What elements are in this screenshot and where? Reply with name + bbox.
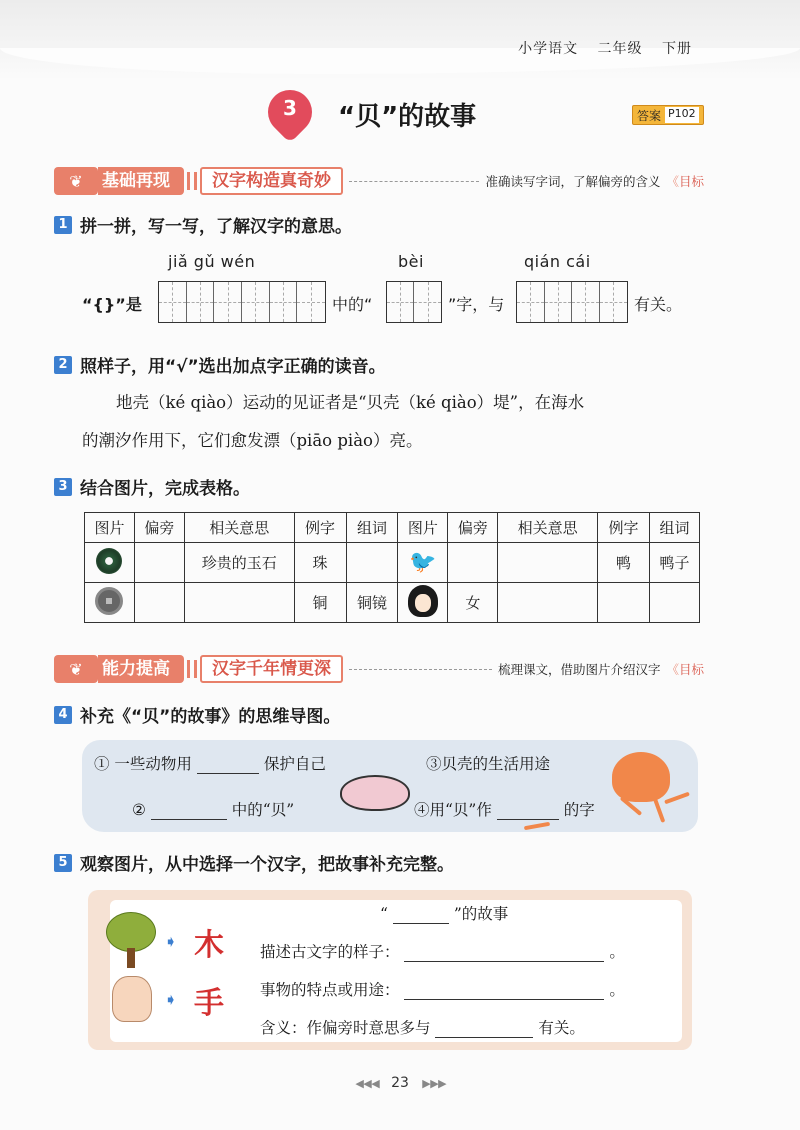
mindmap-item-3: ③贝壳的生活用途 xyxy=(426,755,551,773)
book-icon: ❦ xyxy=(54,655,98,683)
meaning-cell[interactable] xyxy=(184,583,294,623)
story-title-blank[interactable] xyxy=(393,923,449,924)
mindmap-blank-1[interactable] xyxy=(197,773,259,774)
question-number: 3 xyxy=(54,478,72,496)
meaning-cell: 珍贵的玉石 xyxy=(184,543,294,583)
meaning-cell[interactable] xyxy=(498,583,598,623)
subject-label: 小学语文 xyxy=(518,41,579,57)
volume-label: 下册 xyxy=(662,41,692,57)
section-label: 能力提高 xyxy=(98,655,184,683)
grade-label: 二年级 xyxy=(597,41,643,57)
lesson-number: 3 xyxy=(283,96,297,120)
story-line-1-label: 描述古文字的样子： xyxy=(260,943,400,961)
girl-image xyxy=(398,583,448,623)
story-blank-1[interactable] xyxy=(404,961,604,962)
arrow-right-icon: ➧ xyxy=(164,990,178,1009)
story-title-close: ”的故事 xyxy=(453,905,509,923)
section-bar-basic xyxy=(54,166,704,196)
dashed-divider xyxy=(349,181,479,182)
divider-icon xyxy=(187,660,197,678)
mindmap-item-2-text: ② xyxy=(132,801,146,819)
col-header: 图片 xyxy=(85,513,135,543)
goal-tag: 《 目标 xyxy=(666,172,704,190)
question-number: 1 xyxy=(54,216,72,234)
story-blank-3[interactable] xyxy=(435,1037,533,1038)
section-subtitle: 汉字千年情更深 xyxy=(200,655,343,683)
mindmap-item-4 xyxy=(414,798,595,820)
bird-icon: 🐦 xyxy=(409,550,437,575)
arrow-right-icon: ➧ xyxy=(164,932,178,951)
question-text: 补充《“贝”的故事》的思维导图。 xyxy=(80,707,341,727)
word-cell: 铜镜 xyxy=(346,583,398,623)
ancient-glyph-mu-icon: 木 xyxy=(194,928,224,963)
col-header: 图片 xyxy=(398,513,448,543)
q1-mid-text-1: 中的“ xyxy=(332,295,373,314)
book-info xyxy=(504,38,692,58)
radical-cell[interactable] xyxy=(448,543,498,583)
meaning-cell[interactable] xyxy=(498,543,598,583)
question-text: 照样子，用“√”选出加点字正确的读音。 xyxy=(80,357,386,377)
question-3 xyxy=(54,474,250,499)
shell-illustration-icon xyxy=(340,775,410,811)
next-arrows-icon: ▶ ▶ ▶ xyxy=(422,1077,445,1090)
section-label: 基础再现 xyxy=(98,167,184,195)
story-line-3-end: 有关。 xyxy=(538,1019,585,1037)
word-cell: 鸭子 xyxy=(649,543,699,583)
octopus-icon xyxy=(612,752,670,802)
story-period: 。 xyxy=(609,943,625,961)
q1-mid-text-2: ”字，与 xyxy=(448,295,505,314)
question-5 xyxy=(54,850,454,875)
mindmap-item-4-text-end: 的字 xyxy=(563,801,595,819)
pinyin-qiancai: qián cái xyxy=(524,252,591,271)
glyph-prefix: “{}”是 xyxy=(82,295,142,314)
q1-end-text: 有关。 xyxy=(634,295,683,314)
pinyin-bei: bèi xyxy=(398,252,424,271)
col-header: 例字 xyxy=(598,513,650,543)
example-cell[interactable] xyxy=(598,583,650,623)
example-cell: 铜 xyxy=(294,583,346,623)
mindmap-item-1-text: ① 一些动物用 xyxy=(94,755,192,773)
table-row xyxy=(85,583,700,623)
goal-tag: 《 目标 xyxy=(666,660,704,678)
story-period: 。 xyxy=(609,981,625,999)
col-header: 相关意思 xyxy=(184,513,294,543)
question-text: 拼一拼，写一写，了解汉字的意思。 xyxy=(80,217,352,237)
writing-grid-jiaguwen[interactable] xyxy=(158,281,326,323)
story-line-2 xyxy=(260,978,625,1000)
mindmap-item-4-text: ④用“贝”作 xyxy=(414,801,492,819)
mindmap-blank-2[interactable] xyxy=(151,819,227,820)
pinyin-jiaguwen: jiǎ gǔ wén xyxy=(168,252,256,271)
mindmap-blank-4[interactable] xyxy=(497,819,559,820)
story-line-1 xyxy=(260,940,625,962)
q2-line-1: 地壳（ké qiào）运动的见证者是“贝壳（ké qiào）堤”，在海水 xyxy=(116,393,585,412)
lesson-title: “贝”的故事 xyxy=(338,102,477,132)
answer-label: 答案 xyxy=(637,109,662,123)
question-2 xyxy=(54,352,386,377)
coin-icon xyxy=(95,587,123,615)
hand-icon xyxy=(112,976,152,1022)
mindmap-item-2 xyxy=(132,798,294,820)
q2-line-2: 的潮汐作用下，它们愈发漂（piāo piào）亮。 xyxy=(82,431,423,450)
girl-icon xyxy=(408,585,438,617)
section-bar-advanced xyxy=(54,654,704,684)
page-number: 23 xyxy=(391,1075,409,1091)
radical-cell[interactable] xyxy=(134,543,184,583)
jade-icon xyxy=(96,548,122,574)
answer-page: P102 xyxy=(665,107,699,123)
word-cell[interactable] xyxy=(649,583,699,623)
question-4 xyxy=(54,702,340,727)
mindmap-item-2-text-end: 中的“贝” xyxy=(231,801,295,819)
dashed-divider xyxy=(349,669,492,670)
prev-arrows-icon: ◀ ◀ ◀ xyxy=(355,1077,378,1090)
answer-tag[interactable] xyxy=(632,105,704,125)
table-header-row xyxy=(85,513,700,543)
coin-image xyxy=(85,583,135,623)
writing-grid-bei[interactable] xyxy=(386,281,442,323)
question-number: 4 xyxy=(54,706,72,724)
bird-image xyxy=(398,543,448,583)
col-header: 相关意思 xyxy=(498,513,598,543)
radical-cell[interactable] xyxy=(134,583,184,623)
col-header: 组词 xyxy=(649,513,699,543)
mindmap-item-1-text-end: 保护自己 xyxy=(263,755,326,773)
table-row xyxy=(85,543,700,583)
word-cell[interactable] xyxy=(346,543,398,583)
section-subtitle: 汉字构造真奇妙 xyxy=(200,167,343,195)
section-goal-text: 准确读写字词，了解偏旁的含义 xyxy=(485,174,661,189)
question-text: 结合图片，完成表格。 xyxy=(80,479,250,499)
radical-cell: 女 xyxy=(448,583,498,623)
col-header: 例字 xyxy=(294,513,346,543)
col-header: 组词 xyxy=(346,513,398,543)
story-title-open: “ xyxy=(380,905,388,923)
example-cell: 鸭 xyxy=(598,543,650,583)
story-line-2-label: 事物的特点或用途： xyxy=(260,981,400,999)
tree-icon xyxy=(106,912,156,968)
jade-image xyxy=(85,543,135,583)
question-text: 观察图片，从中选择一个汉字，把故事补充完整。 xyxy=(80,855,454,875)
page-footer xyxy=(0,1075,800,1091)
col-header: 偏旁 xyxy=(448,513,498,543)
radical-table xyxy=(84,512,700,623)
ancient-glyph-shou-icon: 手 xyxy=(194,986,224,1021)
story-line-3 xyxy=(260,1016,585,1038)
divider-icon xyxy=(187,172,197,190)
example-cell: 珠 xyxy=(294,543,346,583)
question-number: 5 xyxy=(54,854,72,872)
section-goal-text: 梳理课文，借助图片介绍汉字 xyxy=(497,662,661,677)
story-title xyxy=(380,902,508,924)
book-icon: ❦ xyxy=(54,167,98,195)
col-header: 偏旁 xyxy=(134,513,184,543)
story-blank-2[interactable] xyxy=(404,999,604,1000)
mindmap-item-1 xyxy=(94,752,326,774)
writing-grid-qiancai[interactable] xyxy=(516,281,628,323)
question-1 xyxy=(54,212,352,237)
story-line-3-label: 含义：作偏旁时意思多与 xyxy=(260,1019,431,1037)
question-number: 2 xyxy=(54,356,72,374)
